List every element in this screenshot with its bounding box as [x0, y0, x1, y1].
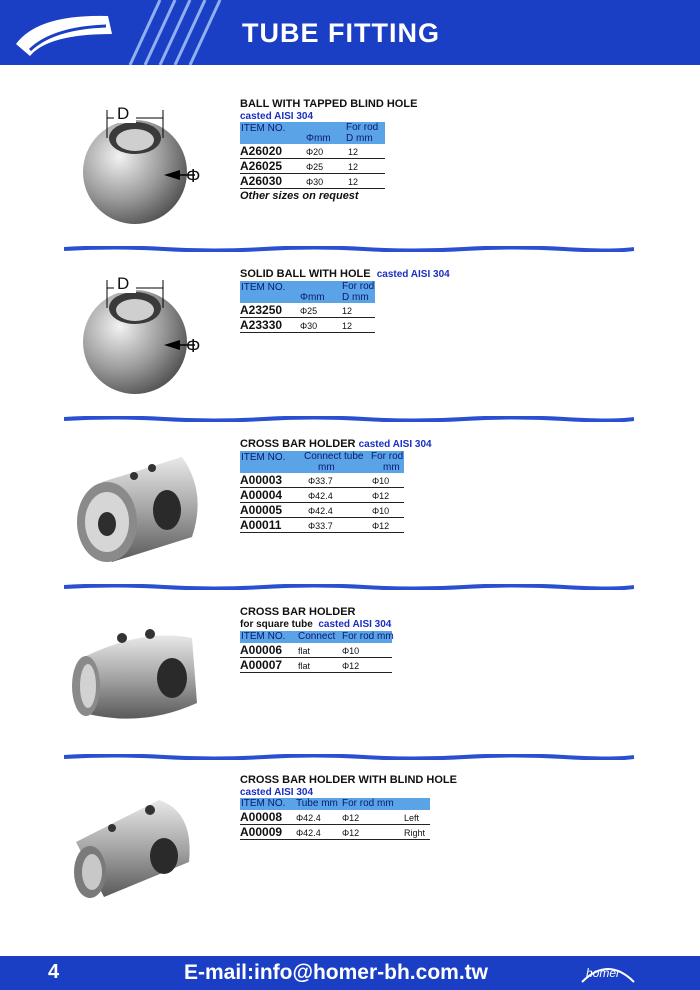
table-row [240, 810, 430, 825]
item-code: A00006 [240, 643, 283, 657]
item-code: A00004 [240, 488, 283, 502]
dimension-d-label: D [117, 274, 130, 293]
elbow-logo-icon [8, 4, 118, 62]
material-label: casted AISI 304 [240, 787, 314, 798]
tube-size: Φ20 [306, 147, 324, 157]
item-code: A00009 [240, 825, 283, 839]
rod-size: Φ12 [372, 491, 390, 501]
rod-size: 12 [342, 306, 353, 316]
product-section-blind-hole [240, 774, 457, 840]
item-code: A00008 [240, 810, 283, 824]
connect-type: flat [298, 661, 311, 671]
col-a-header: Φmm [300, 292, 325, 303]
decorative-stripes-icon [120, 0, 240, 65]
col-a-header: Tube mm [296, 798, 338, 809]
wave-divider [64, 416, 634, 422]
rod-size: Φ12 [342, 813, 360, 823]
dimension-phi-label: Φ [186, 336, 201, 356]
table-header [240, 631, 392, 643]
table-row [240, 488, 404, 503]
tube-size: Φ42.4 [308, 491, 333, 501]
product-section-ball-tapped [240, 98, 418, 202]
col-b-header-top: For rod [342, 281, 375, 292]
col-item-header: ITEM NO. [241, 798, 286, 809]
rod-size: 12 [348, 177, 359, 187]
item-code: A26030 [240, 174, 283, 188]
table-row [240, 303, 375, 318]
material-label: casted AISI 304 [376, 269, 450, 280]
col-b-header: For rod mm [342, 631, 394, 642]
tube-size: Φ42.4 [308, 506, 333, 516]
table-header [240, 122, 385, 144]
rod-size: 12 [342, 321, 353, 331]
table-header [240, 798, 430, 810]
table-row [240, 643, 392, 658]
tube-size: Φ42.4 [296, 828, 321, 838]
table-header [240, 451, 404, 473]
contact-email[interactable]: E-mail:info@homer-bh.com.tw [184, 961, 488, 984]
tube-size: Φ30 [306, 177, 324, 187]
item-code: A00007 [240, 658, 283, 672]
material-label: casted AISI 304 [358, 439, 432, 450]
table-row [240, 825, 430, 840]
material-label: casted AISI 304 [240, 111, 314, 122]
col-item-header: ITEM NO. [241, 631, 286, 642]
tube-size: Φ30 [300, 321, 318, 331]
col-a-header-bottom: mm [318, 462, 335, 473]
wave-divider [64, 584, 634, 590]
section-title: CROSS BAR HOLDER [240, 606, 356, 618]
col-b-header-bottom: D mm [346, 133, 373, 144]
rod-size: 12 [348, 147, 359, 157]
table-row [240, 658, 392, 673]
rod-size: Φ12 [342, 828, 360, 838]
col-b-header: For rod mm [342, 798, 394, 809]
table-row [240, 318, 375, 333]
ball-tapped-blind-hole-image [80, 100, 200, 230]
cross-bar-holder-square-tube-image [62, 618, 212, 733]
col-a-header-top: Connect tube [304, 451, 364, 462]
table-row [240, 518, 404, 533]
rod-size: Φ10 [342, 646, 360, 656]
section-title [240, 438, 432, 451]
section-subtitle [240, 619, 392, 631]
tube-size: Φ33.7 [308, 476, 333, 486]
col-a-header: Connect [298, 631, 336, 642]
col-b-header-top: For rod [346, 122, 379, 133]
section-title: CROSS BAR HOLDER WITH BLIND HOLE [240, 774, 457, 786]
page-title: TUBE FITTING [242, 18, 440, 48]
product-section-cross-bar-holder [240, 438, 432, 533]
item-code: A26025 [240, 159, 283, 173]
item-code: A00005 [240, 503, 283, 517]
table-row [240, 144, 385, 159]
col-b-header-bottom: D mm [342, 292, 369, 303]
section-title: BALL WITH TAPPED BLIND HOLE [240, 98, 418, 110]
col-b-header-top: For rod [371, 451, 404, 462]
col-item-header: ITEM NO. [241, 282, 286, 293]
tube-size: Φ33.7 [308, 521, 333, 531]
solid-ball-image [80, 270, 200, 400]
cross-bar-holder-image [62, 452, 212, 572]
page-number: 4 [48, 961, 60, 983]
section-subtitle-text: for square tube [240, 619, 313, 630]
item-code: A23250 [240, 303, 283, 317]
item-code: A00011 [240, 518, 282, 532]
product-section-square-tube [240, 606, 392, 673]
connect-type: flat [298, 646, 311, 656]
rod-size: 12 [348, 162, 359, 172]
wave-divider [64, 246, 634, 252]
table-row [240, 503, 404, 518]
tube-size: Φ25 [300, 306, 318, 316]
section-title-text: SOLID BALL WITH HOLE [240, 268, 371, 280]
table-row [240, 174, 385, 189]
item-code: A00003 [240, 473, 283, 487]
rod-size: Φ10 [372, 476, 390, 486]
item-code: A23330 [240, 318, 283, 332]
brand-logo [578, 962, 638, 984]
col-item-header: ITEM NO. [241, 452, 286, 463]
cross-bar-holder-blind-hole-image [64, 792, 204, 904]
dimension-d-label: D [117, 104, 130, 123]
table-row [240, 473, 404, 488]
brand-name: homer [586, 966, 621, 980]
rod-size: Φ10 [372, 506, 390, 516]
product-section-solid-ball [240, 268, 450, 333]
col-item-header: ITEM NO. [241, 123, 286, 134]
note-text: Other sizes on request [240, 190, 359, 202]
tube-size: Φ42.4 [296, 813, 321, 823]
col-a-header: Φmm [306, 133, 331, 144]
rod-size: Φ12 [372, 521, 390, 531]
section-title [240, 268, 450, 281]
col-b-header-bottom: mm [383, 462, 400, 473]
table-header [240, 281, 375, 303]
dimension-phi-label: Φ [186, 166, 201, 186]
material-label: casted AISI 304 [318, 619, 392, 630]
item-code: A26020 [240, 144, 283, 158]
orientation: Left [404, 813, 420, 823]
page-header [0, 0, 700, 65]
section-title-text: CROSS BAR HOLDER [240, 438, 356, 450]
wave-divider [64, 754, 634, 760]
rod-size: Φ12 [342, 661, 360, 671]
page-footer [0, 956, 700, 990]
orientation: Right [404, 828, 426, 838]
tube-size: Φ25 [306, 162, 324, 172]
table-row [240, 159, 385, 174]
